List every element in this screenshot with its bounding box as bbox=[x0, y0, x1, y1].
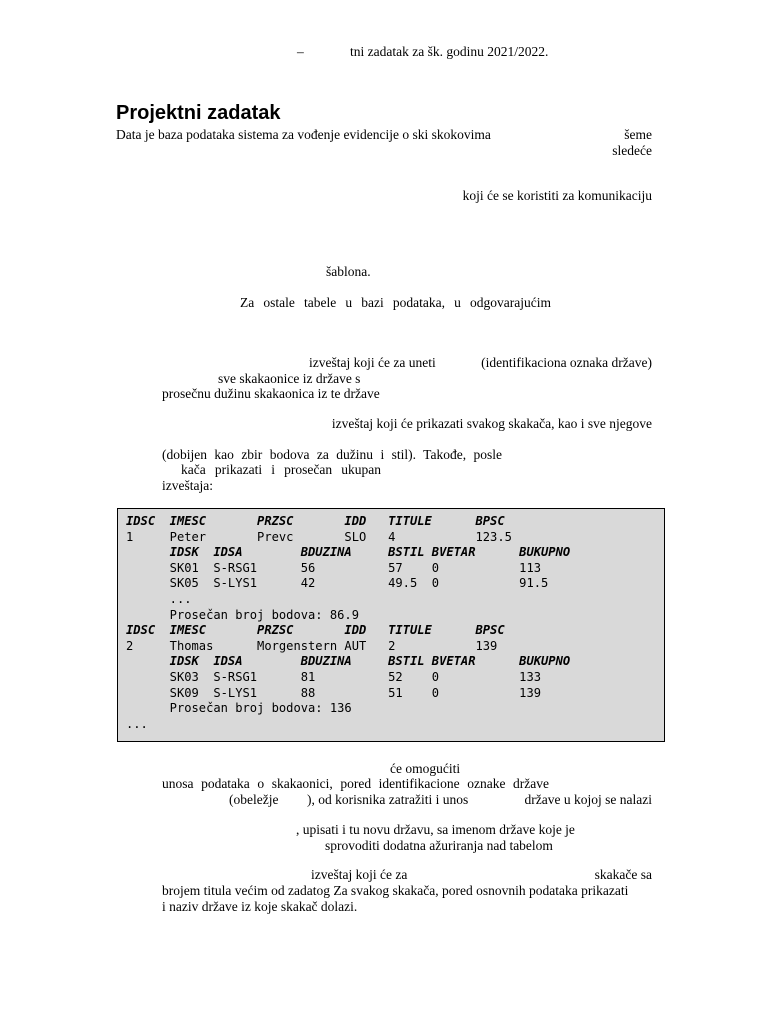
form-line1: će omogućiti bbox=[390, 761, 461, 776]
report-data-row: SK05 S-LYS1 42 49.5 0 91.5 bbox=[126, 576, 549, 591]
intro-ostale: Za ostale tabele u bazi podataka, u odgovarajućim bbox=[240, 295, 551, 310]
form-line4: , upisati i tu novu državu, sa imenom države koje je bbox=[296, 822, 575, 837]
report-header-row: IDSC IMESC PRZSC IDD TITULE BPSC bbox=[126, 623, 505, 638]
report1-line1a: izveštaj koji će za uneti bbox=[309, 355, 436, 370]
intro-line3-right: koji će se koristiti za komunikaciju bbox=[462, 188, 652, 203]
report-header-row: IDSC IMESC PRZSC IDD TITULE BPSC bbox=[126, 514, 505, 528]
intro-line2-right: sledeće bbox=[612, 143, 652, 158]
report1-line3: prosečnu dužinu skakaonica iz te države bbox=[162, 386, 380, 401]
report-data-row: ... bbox=[126, 716, 148, 731]
form-line2: unosa podataka o skakaonici, pored identifikacione oznake države bbox=[162, 776, 549, 791]
report-data-row: 2 Thomas Morgenstern AUT 2 139 bbox=[126, 638, 498, 653]
intro-sablona: šablona. bbox=[326, 264, 371, 279]
header-dash: – bbox=[297, 44, 304, 59]
report-data-row: 1 Peter Prevc SLO 4 123.5 bbox=[126, 529, 512, 544]
intro-line1: Data je baza podataka sistema za vođenje evidencije o ski skokovima bbox=[116, 127, 491, 142]
report2-line2: (dobijen kao zbir bodova za dužinu i stil). Takođe, posle bbox=[162, 447, 502, 462]
form-line3c: države u kojoj se nalazi bbox=[524, 792, 652, 807]
report2-line4: izveštaja: bbox=[162, 478, 213, 493]
report-data-row: SK09 S-LYS1 88 51 0 139 bbox=[126, 685, 542, 700]
report2-line3: kača prikazati i prosečan ukupan bbox=[181, 462, 381, 477]
report2-line1: izveštaj koji će prikazati svakog skakača, kao i sve njegove bbox=[331, 416, 652, 431]
report-header-row: IDSK IDSA BDUZINA BSTIL BVETAR BUKUPNO bbox=[126, 654, 571, 669]
report1-line2: sve skakaonice iz države s bbox=[218, 371, 361, 386]
report-header-row: IDSK IDSA BDUZINA BSTIL BVETAR BUKUPNO bbox=[126, 545, 571, 560]
form-line5: sprovoditi dodatna ažuriranja nad tabelom bbox=[325, 838, 553, 853]
page-title: Projektni zadatak bbox=[116, 102, 281, 124]
report-data-row: SK01 S-RSG1 56 57 0 113 bbox=[126, 560, 542, 575]
header-text: tni zadatak za šk. godinu 2021/2022. bbox=[350, 44, 549, 59]
report-data-row: Prosečan broj bodova: 86.9 bbox=[126, 607, 359, 622]
report-data-row: ... bbox=[126, 592, 192, 606]
form-line3b: ), od korisnika zatražiti i unos bbox=[307, 792, 469, 807]
report-data-row: Prosečan broj bodova: 136 bbox=[126, 701, 352, 716]
report3-line3: i naziv države iz koje skakač dolazi. bbox=[162, 899, 358, 914]
report3-line1a: izveštaj koji će za bbox=[311, 867, 408, 882]
form-line3a: (obeležje bbox=[229, 792, 279, 807]
report3-line1b: skakače sa bbox=[594, 867, 652, 882]
report-example-box bbox=[117, 508, 665, 742]
intro-line1-right: šeme bbox=[624, 127, 652, 142]
report1-line1b: (identifikaciona oznaka države) bbox=[481, 355, 652, 370]
report3-line2: brojem titula većim od zadatog Za svakog skakača, pored osnovnih podataka prikazati bbox=[162, 883, 629, 898]
report-data-row: SK03 S-RSG1 81 52 0 133 bbox=[126, 670, 542, 684]
